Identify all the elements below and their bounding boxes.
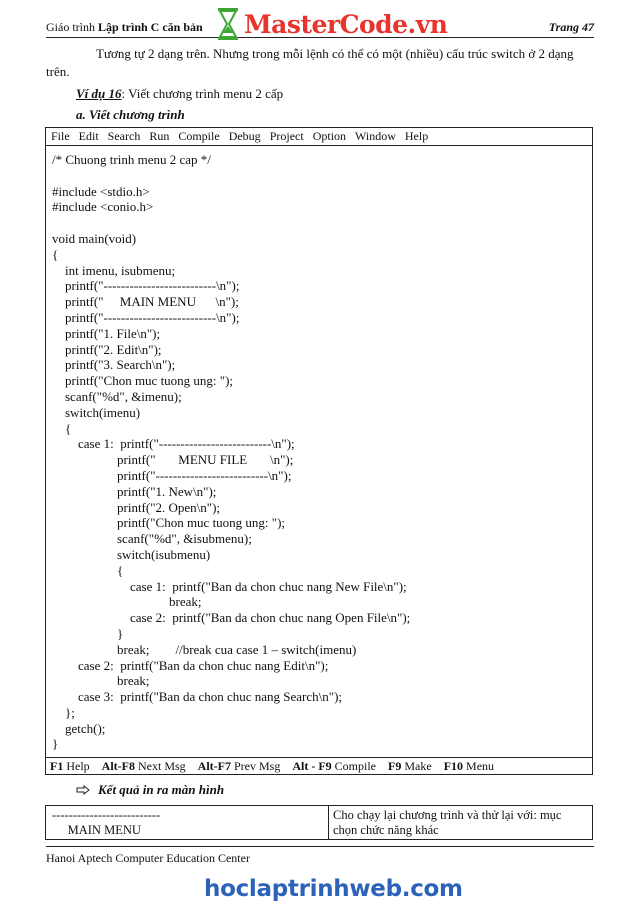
ide-menu-item-file[interactable]: File (51, 129, 70, 143)
status-label: Make (401, 759, 432, 773)
ide-menu-item-edit[interactable]: Edit (78, 129, 99, 143)
status-label: Help (63, 759, 90, 773)
status-key: Alt-F7 (197, 759, 231, 773)
ide-menu-item-compile[interactable]: Compile (178, 129, 220, 143)
ide-menu-item-debug[interactable]: Debug (228, 129, 261, 143)
status-item[interactable] (102, 759, 186, 773)
section-heading: a. Viết chương trình (76, 107, 185, 122)
header-title: Giáo trình Lập trình C căn bản (46, 20, 203, 34)
status-item[interactable] (388, 759, 432, 773)
status-key: Alt - F9 (292, 759, 332, 773)
footer-watermark: hoclaptrinhweb.com (204, 876, 463, 902)
result-heading: Kết quả in ra màn hình (76, 782, 224, 798)
result-note-cell: Cho chạy lại chương trình và thử lại với: mục chọn chức năng khác (333, 808, 562, 837)
status-label: Menu (463, 759, 495, 773)
status-item[interactable] (198, 759, 281, 773)
result-table (45, 805, 593, 840)
code-listing: /* Chuong trinh menu 2 cap */ #include <stdio.h> #include <conio.h> void main(void) { int imenu, isubmenu; printf("--------------------------\n"); printf(" MAIN MENU \n"); printf("--------------------------\n"); printf("1. File\n"); printf("2. Edit\n"); printf("3. Search\n"); printf("Chon muc tuong ung: "); scanf("%d", &imenu); switch(imenu) { case 1: printf("--------------------------\n"); printf(" MENU FILE \n"); printf("--------------------------\n"); printf("1. New\n"); printf("2. Open\n"); printf("Chon muc tuong ung: "); scanf("%d", &isubmenu); switch(isubmenu) { case 1: printf("Ban da chon chuc nang New File\n"); break; case 2: printf("Ban da chon chuc nang Open File\n"); } break; //break cua case 1 – switch(imenu) case 2: printf("Ban da chon chuc nang Edit\n"); break; case 3: printf("Ban da chon chuc nang Search\n"); }; getch(); } (52, 152, 411, 752)
ide-menu-item-search[interactable]: Search (107, 129, 141, 143)
watermark-text: MasterCode.vn (244, 9, 448, 39)
status-key: F1 (50, 759, 64, 773)
status-item[interactable] (50, 759, 90, 773)
ide-menu-item-option[interactable]: Option (312, 129, 347, 143)
status-item[interactable] (444, 759, 494, 773)
status-label: Compile (331, 759, 377, 773)
ide-menu-item-window[interactable]: Window (355, 129, 396, 143)
ide-menu-bar (46, 128, 592, 146)
ide-menu-item-project[interactable]: Project (269, 129, 304, 143)
footer-divider (46, 846, 594, 847)
hourglass-icon (216, 7, 240, 41)
status-label: Prev Msg (231, 759, 281, 773)
result-output-cell: -------------------------- MAIN MENU (46, 806, 329, 839)
status-key: F9 (388, 759, 402, 773)
status-label: Next Msg (135, 759, 186, 773)
ide-window (45, 127, 593, 775)
ide-status-bar (46, 757, 592, 774)
status-key: Alt-F8 (101, 759, 135, 773)
mastercode-logo (216, 6, 447, 42)
ide-menu-item-run[interactable]: Run (149, 129, 170, 143)
status-key: F10 (443, 759, 464, 773)
page-number: Trang 47 (548, 20, 594, 34)
pointing-hand-icon (76, 785, 90, 795)
example-heading: Ví dụ 16: Viết chương trình menu 2 cấp (76, 86, 284, 101)
intro-paragraph: Tương tự 2 dạng trên. Nhưng trong mỗi lệnh có thể có một (nhiều) cấu trúc switch ở 2 dạng trên. (46, 46, 574, 79)
ide-menu-item-help[interactable]: Help (404, 129, 429, 143)
status-item[interactable] (292, 759, 376, 773)
footer-text: Hanoi Aptech Computer Education Center (46, 851, 250, 865)
